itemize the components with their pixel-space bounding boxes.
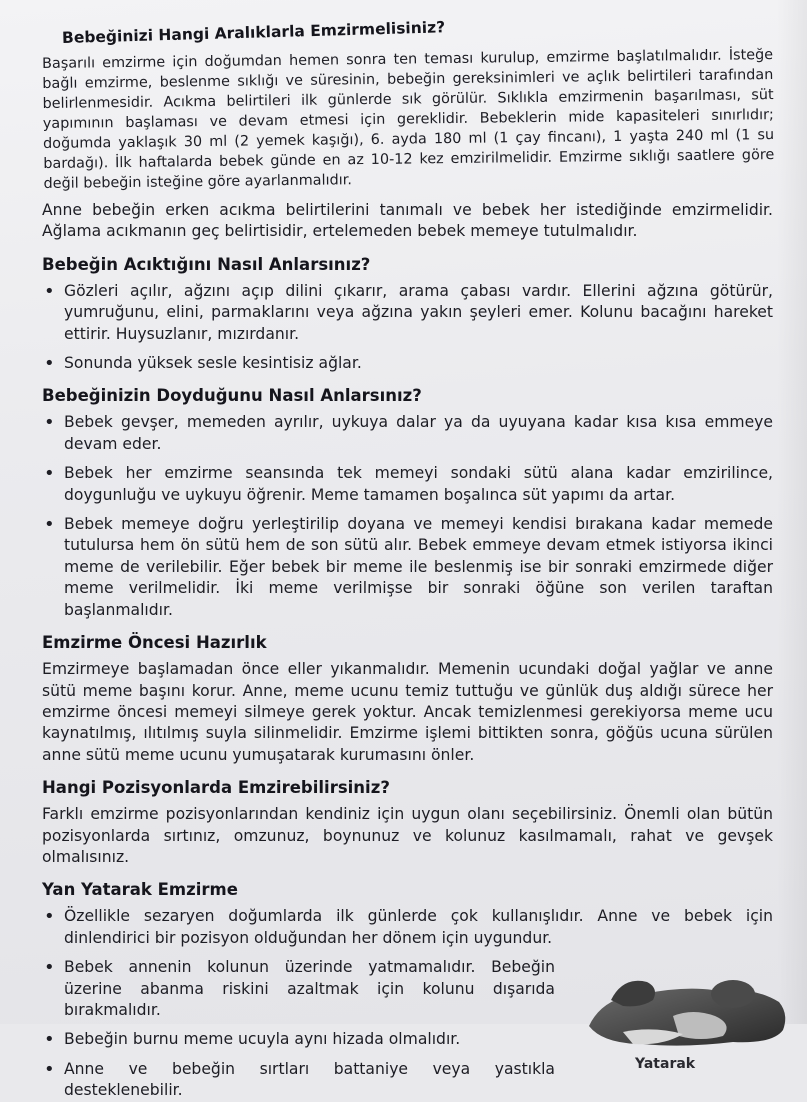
list-item: • Sonunda yüksek sesle kesintisiz ağlar. — [42, 353, 773, 374]
list-item: • Bebek gevşer, memeden ayrılır, uykuya dalar ya da uyuyana kadar kısa kısa emmeye devam eder. — [42, 412, 773, 455]
list-hungry — [42, 281, 773, 375]
heading-hungry: Bebeğin Acıktığını Nasıl Anlarsınız? — [42, 254, 371, 274]
list-item: • Bebek memeye doğru yerleştirilip doyana ve memeyi kendisi bırakana kadar memede tutulursa hem ön sütü hem de son sütü alır. Bebek emmeye devam etmek istiyorsa ikinci meme de verilebilir. Eğer bebek bir meme ile beslenmiş ise bir sonraki emzirmede diğer meme verilmelidir. İki meme verilmişse bir sonraki öğüne son verilen taraftan başlanmalıdır. — [42, 514, 773, 621]
heading-prep: Emzirme Öncesi Hazırlık — [42, 633, 267, 653]
heading-positions: Hangi Pozisyonlarda Emzirebilirsiniz? — [42, 778, 390, 798]
paragraph-prep: Emzirmeye başlamadan önce eller yıkanmalıdır. Memenin ucundaki doğal yağlar ve anne sütü meme başını korur. Anne, meme ucunu temiz tuttuğu ve günlük duş aldığı sürece her emzirme öncesi memeyi silmeye gerek yoktur. Ancak temizlenmesi gerekiyorsa meme ucu kaynatılmış, ılıtılmış suyla silinmelidir. Emzirme işlemi bittikten sonra, göğüs ucuna sürülen anne sütü meme ucunu yumuşatarak kurumasını önler. — [42, 660, 773, 764]
paragraph-interval-1: Başarılı emzirme için doğumdan hemen sonra ten teması kurulup, emzirme başlatılmalıdır. İsteğe bağlı emzirme, beslenme sıklığı ve süresinin, bebeğin gereksinimleri ve açlık belirtileri tarafından belirlenmesidir. Acıkma belirtileri ilk günlerde sık görülür. Sıklıkla emzirmenin başarılması, süt yapımının başlaması ve devam etmesi için gereklidir. Bebeklerin mide kapasiteleri sınırlıdır; doğumda yaklaşık 30 ml (2 yemek kaşığı), 6. ayda 180 ml (1 çay fincanı), 1 yaşta 240 ml (1 su bardağı). İlk haftalarda bebek günde en az 10-12 kez emzirilmelidir. Emzirme sıklığı saatlere göre değil bebeğin isteğine göre ayarlanmalıdır. — [42, 47, 775, 192]
list-item: • Özellikle sezaryen doğumlarda ilk günlerde çok kullanışlıdır. Anne ve bebek için dinlendirici bir pozisyon olduğundan her dönem için uygundur. — [42, 906, 773, 949]
paragraph-interval-2: Anne bebeğin erken acıkma belirtilerini tanımalı ve bebek her istediğinde emzirmelidir. Ağlama acıkmanın geç belirtisidir, ertelemeden bebek memeye tutulmalıdır. — [42, 201, 773, 241]
figure-caption: Yatarak — [635, 1056, 696, 1073]
side-lying-illustration — [583, 956, 791, 1073]
list-item: • Gözleri açılır, ağzını açıp dilini çıkarır, arama çabası vardır. Ellerini ağzına götürür, yumruğunu, elini, parmaklarını veya ağzına yakın şeyleri emer. Kolunu bacağını hareket ettirir. Huysuzlanır, mızırdanır. — [42, 281, 773, 345]
list-item: • Bebek annenin kolunun üzerinde yatmamalıdır. Bebeğin üzerine abanma riskini azaltmak için kolunu dışarıda bırakmalıdır. — [42, 957, 555, 1021]
heading-full: Bebeğinizin Doyduğunu Nasıl Anlarsınız? — [42, 386, 422, 406]
heading-interval: Bebeğinizi Hangi Aralıklarla Emzirmelisiniz? — [61, 18, 446, 47]
list-item: • Bebeğin burnu meme ucuyla aynı hizada olmalıdır. — [42, 1029, 555, 1050]
side-lying-photo — [583, 956, 791, 1052]
heading-side-lying: Yan Yatarak Emzirme — [42, 880, 238, 900]
paragraph-positions: Farklı emzirme pozisyonlarından kendiniz için uygun olanı seçebilirsiniz. Önemli olan bütün pozisyonlarda sırtınız, omzunuz, boynunuz ve kolunuz kasılmamalı, rahat ve gevşek olmalısınız. — [42, 805, 773, 866]
side-lying-section — [42, 880, 773, 1101]
list-item: • Anne ve bebeğin sırtları battaniye veya yastıkla desteklenebilir. — [42, 1059, 555, 1102]
list-full — [42, 412, 773, 621]
list-item: • Bebek her emzirme seansında tek memeyi sondaki sütü alana kadar emzirilince, doygunluğu ve uykuyu öğrenir. Meme tamamen boşalınca süt yapımı da artar. — [42, 463, 773, 506]
page-shadow — [777, 0, 807, 1024]
